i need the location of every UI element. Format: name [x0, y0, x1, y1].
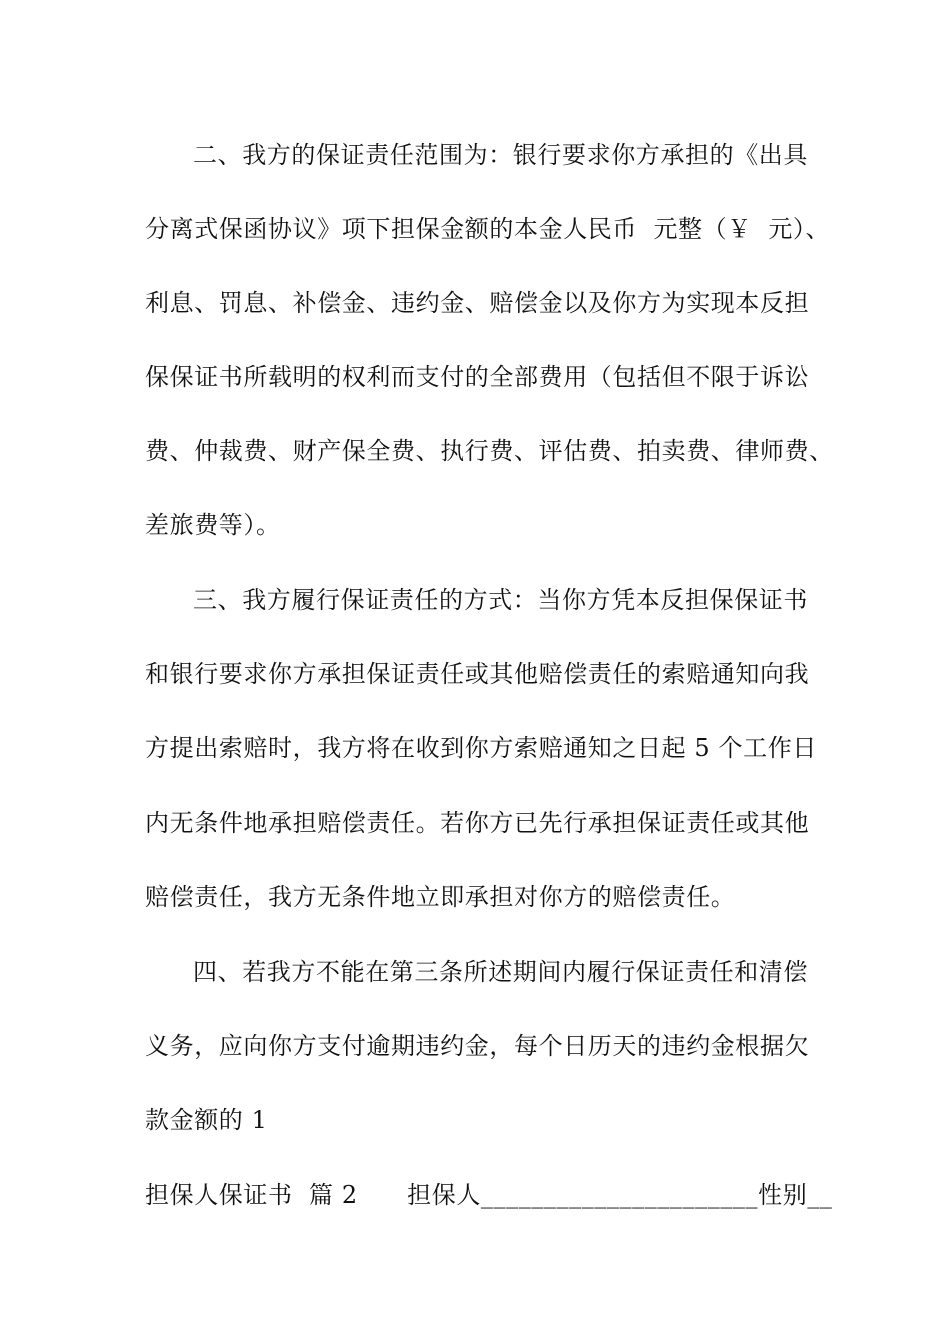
paragraph-3-line-4: 内无条件地承担赔偿责任。若你方已先行承担保证责任或其他	[145, 809, 810, 837]
paragraph-2-line-2: 分离式保函协议》项下担保金额的本金人民币 元整（￥ 元）、	[145, 215, 831, 243]
paragraph-4-line-2: 义务，应向你方支付逾期违约金，每个日历天的违约金根据欠	[145, 1032, 810, 1060]
paragraph-2-line-4: 保保证书所载明的权利而支付的全部费用（包括但不限于诉讼	[145, 363, 810, 391]
guarantor-heading-line: 担保人保证书 篇 2 担保人______________________性别__	[145, 1181, 833, 1209]
paragraph-3-line-1: 三、我方履行保证责任的方式：当你方凭本反担保保证书	[193, 586, 808, 614]
paragraph-2-line-3: 利息、罚息、补偿金、违约金、赔偿金以及你方为实现本反担	[145, 289, 810, 317]
paragraph-4-line-1: 四、若我方不能在第三条所述期间内履行保证责任和清偿	[193, 958, 808, 986]
paragraph-3-line-2: 和银行要求你方承担保证责任或其他赔偿责任的索赔通知向我	[145, 660, 810, 688]
paragraph-2-line-5: 费、仲裁费、财产保全费、执行费、评估费、拍卖费、律师费、	[145, 437, 834, 465]
paragraph-2-line-6: 差旅费等）。	[145, 511, 281, 539]
paragraph-3-line-3: 方提出索赔时，我方将在收到你方索赔通知之日起 5 个工作日	[145, 734, 817, 762]
paragraph-4-line-3: 款金额的 1	[145, 1106, 268, 1134]
paragraph-2-line-1: 二、我方的保证责任范围为：银行要求你方承担的《出具	[193, 141, 808, 169]
paragraph-3-line-5: 赔偿责任，我方无条件地立即承担对你方的赔偿责任。	[145, 883, 736, 911]
